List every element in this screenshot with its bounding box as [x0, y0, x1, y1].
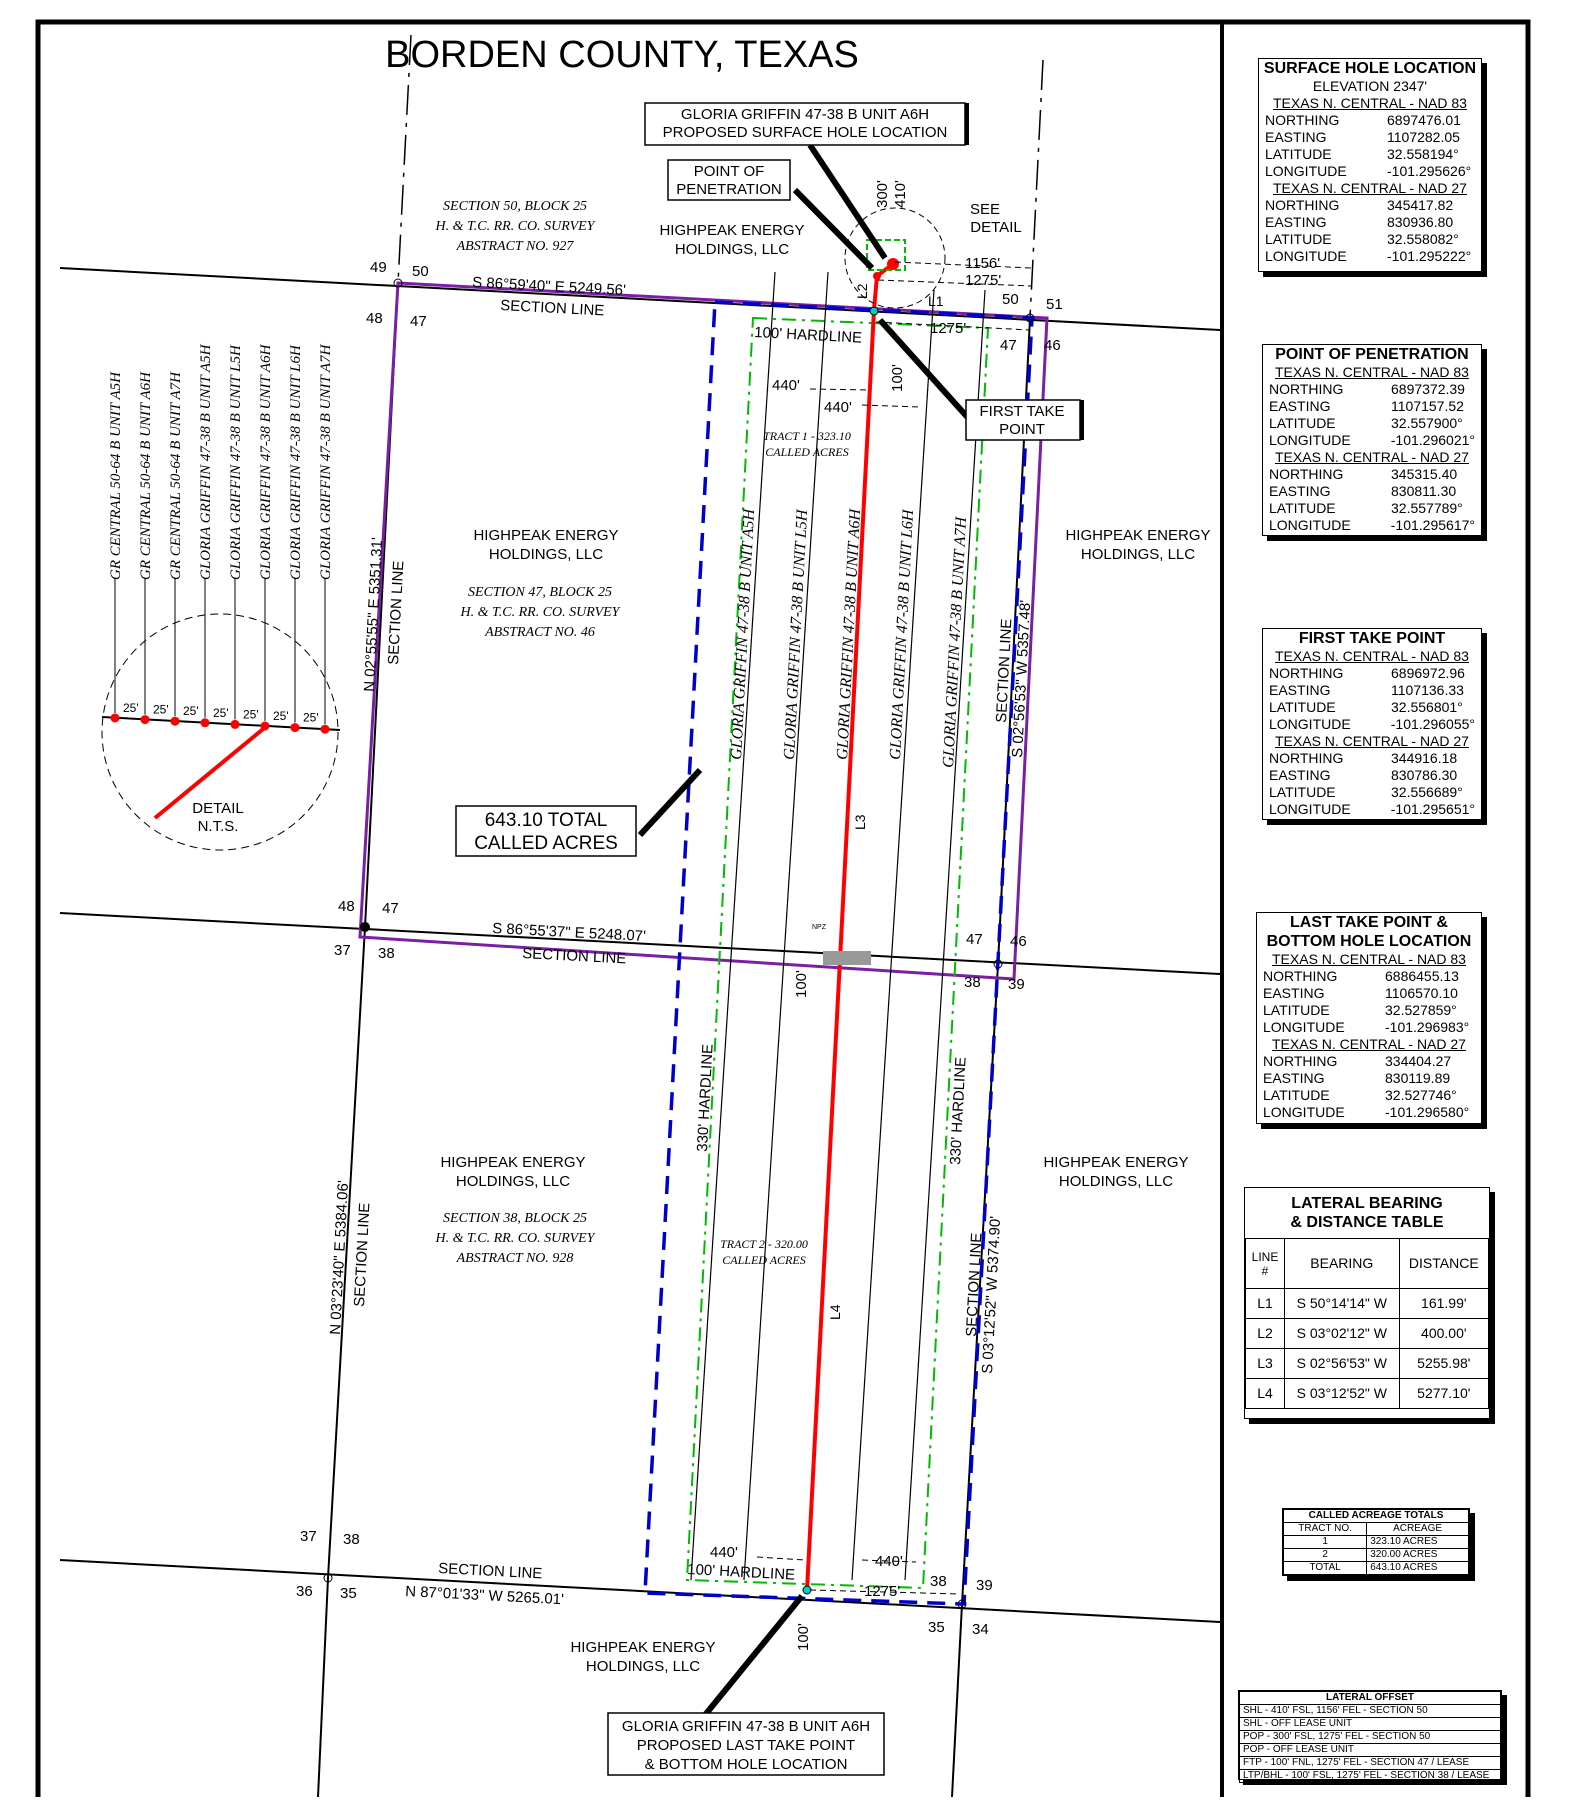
svg-text:GLORIA GRIFFIN 47-38 B UNIT A5: GLORIA GRIFFIN 47-38 B UNIT A5H — [728, 508, 759, 761]
coord-value: 6886455.13 — [1385, 968, 1459, 984]
coord-value: -101.295222° — [1387, 248, 1472, 264]
svg-text:SECTION 47, BLOCK 25: SECTION 47, BLOCK 25 — [468, 585, 612, 600]
coord-key: LATITUDE — [1265, 231, 1332, 247]
svg-text:300': 300' — [874, 180, 891, 208]
coord-value: 6897476.01 — [1387, 112, 1461, 128]
svg-text:ABSTRACT NO. 46: ABSTRACT NO. 46 — [485, 625, 595, 640]
svg-text:HIGHPEAK ENERGY: HIGHPEAK ENERGY — [473, 527, 619, 544]
svg-text:HOLDINGS, LLC: HOLDINGS, LLC — [455, 1173, 571, 1190]
coord-key: LATITUDE — [1269, 784, 1336, 800]
svg-text:L1: L1 — [928, 293, 944, 309]
see-detail-2: DETAIL — [970, 219, 1022, 236]
acres-callout — [456, 806, 636, 856]
table-row — [1284, 1549, 1469, 1562]
first-take-point-panel — [1262, 628, 1482, 820]
point-of-penetration-panel — [1262, 344, 1482, 536]
datum-nad83: TEXAS N. CENTRAL - NAD 83 — [1275, 364, 1469, 380]
svg-text:HIGHPEAK ENERGY: HIGHPEAK ENERGY — [1043, 1154, 1189, 1171]
cell-tract: TOTAL — [1284, 1562, 1367, 1575]
svg-text:HOLDINGS, LLC: HOLDINGS, LLC — [1058, 1173, 1174, 1190]
dimension-lines — [757, 262, 1035, 1594]
svg-text:1275': 1275' — [930, 320, 967, 337]
svg-text:HOLDINGS, LLC: HOLDINGS, LLC — [674, 241, 790, 258]
svg-text:POINT OF: POINT OF — [693, 163, 765, 180]
offset-wellbores — [691, 272, 985, 1580]
svg-text:1156': 1156' — [965, 255, 1001, 272]
detail-spacing-label: 25' — [303, 710, 319, 725]
svg-text:37: 37 — [300, 1528, 317, 1545]
svg-text:ABSTRACT NO. 927: ABSTRACT NO. 927 — [456, 239, 574, 254]
coord-key: NORTHING — [1269, 466, 1344, 482]
detail-well-label: GLORIA GRIFFIN 47-38 B UNIT A6H — [258, 344, 274, 580]
svg-text:HIGHPEAK ENERGY: HIGHPEAK ENERGY — [570, 1639, 716, 1656]
cell-distance: 5255.98' — [1399, 1349, 1488, 1379]
coord-key: EASTING — [1269, 483, 1331, 499]
svg-text:100' HARDLINE: 100' HARDLINE — [686, 1561, 796, 1584]
svg-text:440': 440' — [710, 1544, 738, 1561]
coord-value: 6897372.39 — [1391, 381, 1465, 397]
svg-text:35: 35 — [928, 1619, 945, 1636]
offset-title: LATERAL OFFSET — [1240, 1692, 1501, 1705]
detail-well-dot — [261, 722, 270, 731]
cell-tract: 2 — [1284, 1549, 1367, 1562]
svg-text:38: 38 — [378, 945, 395, 962]
cell-acreage: 323.10 ACRES — [1367, 1536, 1469, 1549]
svg-text:HIGHPEAK ENERGY: HIGHPEAK ENERGY — [440, 1154, 586, 1171]
svg-text:L2: L2 — [854, 283, 870, 299]
svg-text:1275': 1275' — [965, 272, 1002, 289]
datum-nad27: TEXAS N. CENTRAL - NAD 27 — [1272, 1036, 1466, 1052]
svg-text:TRACT 2 - 320.00: TRACT 2 - 320.00 — [720, 1237, 808, 1251]
svg-text:SECTION LINE: SECTION LINE — [385, 560, 408, 666]
svg-text:PROPOSED SURFACE HOLE LOCATION: PROPOSED SURFACE HOLE LOCATION — [662, 124, 948, 141]
datum-nad27: TEXAS N. CENTRAL - NAD 27 — [1275, 449, 1469, 465]
col-line-hash: # — [1261, 1263, 1269, 1278]
cell-bearing: S 50°14'14" W — [1285, 1289, 1400, 1319]
svg-text:47: 47 — [966, 931, 983, 948]
pop-marker — [873, 272, 881, 280]
svg-text:CALLED ACRES: CALLED ACRES — [765, 445, 849, 459]
svg-text:HOLDINGS, LLC: HOLDINGS, LLC — [1080, 546, 1196, 563]
npz-label: NPZ — [812, 924, 826, 931]
svg-text:SECTION LINE: SECTION LINE — [437, 1560, 543, 1583]
pop-callout — [668, 160, 790, 200]
table-title: LATERAL BEARING — [1291, 1195, 1443, 1212]
panel-title: LAST TAKE POINT & — [1290, 914, 1448, 931]
table-row — [1246, 1379, 1489, 1409]
coord-key: LONGITUDE — [1265, 163, 1347, 179]
svg-text:39: 39 — [1008, 976, 1025, 993]
svg-text:N 03°23'40" E 5384.06': N 03°23'40" E 5384.06' — [327, 1179, 353, 1336]
coord-key: LONGITUDE — [1263, 1019, 1345, 1035]
panel-title: POINT OF PENETRATION — [1275, 346, 1469, 363]
called-acreage-table — [1282, 1508, 1470, 1576]
coord-key: LONGITUDE — [1269, 432, 1351, 448]
coord-key: EASTING — [1269, 767, 1331, 783]
coord-key: LONGITUDE — [1269, 517, 1351, 533]
cell-line: L3 — [1246, 1349, 1285, 1379]
table-row — [1246, 1349, 1489, 1379]
svg-text:TRACT 1 - 323.10: TRACT 1 - 323.10 — [763, 429, 851, 443]
coord-value: 345417.82 — [1387, 197, 1454, 213]
callout-leaders — [640, 145, 970, 1715]
cell-distance: 161.99' — [1399, 1289, 1488, 1319]
svg-text:GLORIA GRIFFIN 47-38 B UNIT A6: GLORIA GRIFFIN 47-38 B UNIT A6H — [621, 1718, 871, 1735]
svg-text:S 86°59'40" E 5249.56': S 86°59'40" E 5249.56' — [471, 274, 627, 300]
detail-spacing-label: 25' — [123, 701, 139, 715]
detail-well-dot — [321, 725, 330, 734]
table-row — [1246, 1289, 1489, 1319]
svg-text:100': 100' — [889, 364, 906, 392]
coord-key: EASTING — [1263, 1070, 1325, 1086]
coord-value: -101.296055° — [1390, 716, 1475, 732]
table-row — [1240, 1718, 1501, 1731]
svg-text:ABSTRACT NO. 928: ABSTRACT NO. 928 — [456, 1251, 574, 1266]
svg-text:38: 38 — [343, 1531, 360, 1548]
coord-key: EASTING — [1265, 129, 1327, 145]
datum-nad83: TEXAS N. CENTRAL - NAD 83 — [1273, 95, 1467, 111]
table-row — [1284, 1536, 1469, 1549]
coord-key: NORTHING — [1263, 968, 1338, 984]
col-acreage: ACREAGE — [1367, 1523, 1469, 1536]
coord-key: EASTING — [1265, 214, 1327, 230]
coord-value: 830936.80 — [1387, 214, 1454, 230]
detail-well-dot — [141, 715, 150, 724]
section-labels — [435, 199, 622, 1266]
coord-key: NORTHING — [1265, 197, 1340, 213]
svg-text:GLORIA GRIFFIN 47-38 B UNIT L5: GLORIA GRIFFIN 47-38 B UNIT L5H — [781, 509, 812, 761]
svg-text:H. & T.C. RR. CO. SURVEY: H. & T.C. RR. CO. SURVEY — [435, 219, 595, 234]
detail-well-label: GLORIA GRIFFIN 47-38 B UNIT L6H — [288, 345, 304, 580]
npz-zone — [823, 951, 871, 965]
coord-value: 32.558194° — [1387, 146, 1459, 162]
table-row — [1240, 1705, 1501, 1718]
coord-value: 830786.30 — [1391, 767, 1458, 783]
coord-key: EASTING — [1263, 985, 1325, 1001]
coord-key: NORTHING — [1263, 1053, 1338, 1069]
svg-text:PENETRATION: PENETRATION — [676, 181, 782, 198]
svg-text:SECTION LINE: SECTION LINE — [993, 618, 1016, 724]
table-row — [1240, 1757, 1501, 1770]
svg-text:SECTION 38, BLOCK 25: SECTION 38, BLOCK 25 — [443, 1211, 587, 1226]
svg-text:PROPOSED LAST TAKE POINT: PROPOSED LAST TAKE POINT — [636, 1737, 856, 1754]
svg-text:POINT: POINT — [999, 421, 1045, 438]
cell-distance: 400.00' — [1399, 1319, 1488, 1349]
coord-value: 830119.89 — [1385, 1070, 1451, 1086]
cell-line: L1 — [1246, 1289, 1285, 1319]
coord-value: 6896972.96 — [1391, 665, 1465, 681]
svg-text:48: 48 — [366, 310, 383, 327]
svg-text:36: 36 — [296, 1583, 313, 1600]
detail-well-label: GLORIA GRIFFIN 47-38 B UNIT L5H — [228, 345, 244, 580]
svg-text:GLORIA GRIFFIN 47-38 B UNIT A6: GLORIA GRIFFIN 47-38 B UNIT A6H — [834, 508, 865, 761]
coord-value: 830811.30 — [1391, 483, 1457, 499]
table-row — [1240, 1770, 1501, 1783]
datum-nad27: TEXAS N. CENTRAL - NAD 27 — [1273, 180, 1467, 196]
coord-key: LATITUDE — [1269, 699, 1336, 715]
svg-text:GLORIA GRIFFIN 47-38 B UNIT A6: GLORIA GRIFFIN 47-38 B UNIT A6H — [680, 106, 930, 123]
coord-value: 1106570.10 — [1385, 985, 1458, 1001]
detail-spacing-label: 25' — [213, 705, 229, 720]
coord-value: 344916.18 — [1391, 750, 1458, 766]
svg-text:643.10 TOTAL: 643.10 TOTAL — [484, 810, 608, 831]
svg-text:46: 46 — [1044, 337, 1061, 354]
svg-text:GLORIA GRIFFIN 47-38 B UNIT A7: GLORIA GRIFFIN 47-38 B UNIT A7H — [940, 516, 971, 769]
cell-distance: 5277.10' — [1399, 1379, 1488, 1409]
svg-text:S 03°12'52" W 5374.90': S 03°12'52" W 5374.90' — [979, 1215, 1005, 1375]
table-row — [1284, 1562, 1469, 1575]
offset-row: POP - OFF LEASE UNIT — [1240, 1744, 1501, 1757]
svg-text:48: 48 — [338, 898, 355, 915]
coord-key: NORTHING — [1269, 750, 1344, 766]
corner-numbers — [296, 259, 1063, 1638]
acreage-title: CALLED ACREAGE TOTALS — [1284, 1510, 1469, 1523]
offset-row: SHL - OFF LEASE UNIT — [1240, 1718, 1501, 1731]
lateral-offset-table — [1238, 1690, 1502, 1780]
coord-value: 32.557900° — [1391, 415, 1463, 431]
svg-text:100': 100' — [795, 1623, 812, 1651]
cell-acreage: 320.00 ACRES — [1367, 1549, 1469, 1562]
coord-key: LATITUDE — [1269, 415, 1336, 431]
svg-text:49: 49 — [370, 259, 387, 276]
svg-text:GLORIA GRIFFIN 47-38 B UNIT L6: GLORIA GRIFFIN 47-38 B UNIT L6H — [887, 509, 918, 761]
cell-acreage: 643.10 ACRES — [1367, 1562, 1469, 1575]
detail-label: DETAIL — [192, 800, 244, 817]
panel-title: FIRST TAKE POINT — [1298, 630, 1446, 647]
svg-text:35: 35 — [340, 1585, 357, 1602]
panel-title-2: BOTTOM HOLE LOCATION — [1266, 933, 1472, 950]
detail-well-labels — [108, 343, 334, 724]
offset-row: LTP/BHL - 100' FSL, 1275' FEL - SECTION 38 / LEASE — [1240, 1770, 1501, 1783]
svg-text:100' HARDLINE: 100' HARDLINE — [753, 324, 863, 347]
detail-well-dot — [201, 718, 210, 727]
svg-text:47: 47 — [1000, 337, 1017, 354]
detail-well-label: GR CENTRAL 50-64 B UNIT A5H — [108, 372, 124, 580]
coord-value: 1107157.52 — [1391, 398, 1464, 414]
cell-bearing: S 02°56'53" W — [1285, 1349, 1400, 1379]
col-distance: DISTANCE — [1399, 1239, 1488, 1289]
svg-text:50: 50 — [1002, 291, 1019, 308]
detail-well-label: GLORIA GRIFFIN 47-38 B UNIT A5H — [198, 344, 214, 580]
ltp-marker — [803, 1586, 811, 1594]
svg-text:SECTION LINE: SECTION LINE — [499, 297, 605, 320]
coord-value: -101.296983° — [1385, 1019, 1470, 1035]
svg-text:SECTION 50, BLOCK 25: SECTION 50, BLOCK 25 — [443, 199, 587, 214]
detail-spacing-label: 25' — [243, 707, 259, 722]
svg-text:S 86°55'37" E 5248.07': S 86°55'37" E 5248.07' — [491, 920, 647, 946]
ftp-callout — [966, 400, 1084, 440]
detail-well-dot — [291, 723, 300, 732]
svg-text:S 02°56'53" W 5357.48': S 02°56'53" W 5357.48' — [1009, 599, 1035, 759]
coord-key: NORTHING — [1269, 665, 1344, 681]
svg-text:CALLED ACRES: CALLED ACRES — [474, 833, 618, 854]
col-bearing: BEARING — [1285, 1239, 1400, 1289]
svg-text:330' HARDLINE: 330' HARDLINE — [694, 1043, 717, 1153]
corner-markers — [324, 279, 1034, 1608]
coord-key: LONGITUDE — [1265, 248, 1347, 264]
offset-row: SHL - 410' FSL, 1156' FEL - SECTION 50 — [1240, 1705, 1501, 1718]
coord-value: 334404.27 — [1385, 1053, 1452, 1069]
coord-key: LATITUDE — [1269, 500, 1336, 516]
svg-text:47: 47 — [382, 900, 399, 917]
svg-text:51: 51 — [1046, 296, 1063, 313]
coord-value: 1107136.33 — [1391, 682, 1464, 698]
panel-title: SURFACE HOLE LOCATION — [1263, 60, 1477, 77]
datum-nad83: TEXAS N. CENTRAL - NAD 83 — [1272, 951, 1466, 967]
svg-text:SECTION LINE: SECTION LINE — [521, 945, 627, 968]
svg-text:50: 50 — [412, 263, 429, 280]
svg-text:CALLED ACRES: CALLED ACRES — [722, 1253, 806, 1267]
svg-text:L4: L4 — [827, 1304, 843, 1320]
cell-line: L2 — [1246, 1319, 1285, 1349]
svg-text:440': 440' — [824, 399, 852, 416]
svg-text:440': 440' — [875, 1553, 903, 1570]
plat-title: BORDEN COUNTY, TEXAS — [385, 34, 859, 76]
svg-text:HOLDINGS, LLC: HOLDINGS, LLC — [488, 546, 604, 563]
table-row — [1246, 1319, 1489, 1349]
svg-text:39: 39 — [976, 1577, 993, 1594]
datum-nad83: TEXAS N. CENTRAL - NAD 83 — [1275, 648, 1469, 664]
coord-key: EASTING — [1269, 682, 1331, 698]
svg-text:440': 440' — [772, 377, 800, 394]
svg-text:46: 46 — [1010, 933, 1027, 950]
cell-bearing: S 03°12'52" W — [1285, 1379, 1400, 1409]
detail-well-dot — [111, 714, 120, 723]
coord-value: 32.556801° — [1391, 699, 1463, 715]
see-detail-1: SEE — [969, 201, 1001, 218]
cell-bearing: S 03°02'12" W — [1285, 1319, 1400, 1349]
panel-elevation: ELEVATION 2347' — [1312, 78, 1428, 94]
table-row — [1240, 1731, 1501, 1744]
coord-key: NORTHING — [1265, 112, 1340, 128]
svg-text:FIRST TAKE: FIRST TAKE — [979, 403, 1065, 420]
coord-value: 32.558082° — [1387, 231, 1459, 247]
offset-row: POP - 300' FSL, 1275' FEL - SECTION 50 — [1240, 1731, 1501, 1744]
coord-key: LATITUDE — [1263, 1087, 1330, 1103]
ltp-callout — [608, 1713, 884, 1775]
coord-value: 32.557789° — [1391, 500, 1463, 516]
coord-value: 32.527746° — [1385, 1087, 1457, 1103]
coord-key: LONGITUDE — [1263, 1104, 1345, 1120]
coord-key: NORTHING — [1269, 381, 1344, 397]
svg-text:37: 37 — [334, 942, 351, 959]
col-line: LINE — [1251, 1249, 1279, 1264]
detail-well-dot — [171, 717, 180, 726]
svg-text:100': 100' — [793, 970, 810, 998]
svg-text:47: 47 — [410, 313, 427, 330]
coord-key: LATITUDE — [1263, 1002, 1330, 1018]
col-tract: TRACT NO. — [1284, 1523, 1367, 1536]
detail-well-label: GR CENTRAL 50-64 B UNIT A6H — [138, 372, 154, 580]
svg-text:410': 410' — [892, 180, 909, 208]
cell-tract: 1 — [1284, 1536, 1367, 1549]
coord-value: 32.556689° — [1391, 784, 1463, 800]
svg-text:HOLDINGS, LLC: HOLDINGS, LLC — [585, 1658, 701, 1675]
shl-marker — [887, 258, 899, 270]
cell-line: L4 — [1246, 1379, 1285, 1409]
detail-well-label: GLORIA GRIFFIN 47-38 B UNIT A7H — [318, 344, 334, 580]
svg-text:1275': 1275' — [864, 1583, 901, 1600]
shl-callout — [645, 103, 969, 145]
detail-spacing-label: 25' — [273, 709, 289, 723]
svg-text:38: 38 — [964, 974, 981, 991]
svg-text:H. & T.C. RR. CO. SURVEY: H. & T.C. RR. CO. SURVEY — [460, 605, 620, 620]
offset-row: FTP - 100' FNL, 1275' FEL - SECTION 47 / LEASE — [1240, 1757, 1501, 1770]
detail-scale: N.T.S. — [197, 818, 239, 835]
coord-value: 345315.40 — [1391, 466, 1458, 482]
coord-value: -101.296580° — [1385, 1104, 1470, 1120]
detail-well-label: GR CENTRAL 50-64 B UNIT A7H — [168, 372, 184, 580]
table-row — [1240, 1744, 1501, 1757]
coord-key: LONGITUDE — [1269, 801, 1351, 817]
detail-well-dot — [231, 720, 240, 729]
svg-text:HIGHPEAK ENERGY: HIGHPEAK ENERGY — [1065, 527, 1211, 544]
coord-value: -101.295626° — [1387, 163, 1472, 179]
svg-text:H. & T.C. RR. CO. SURVEY: H. & T.C. RR. CO. SURVEY — [435, 1231, 595, 1246]
detail-spacing-label: 25' — [153, 702, 169, 717]
last-take-point-panel — [1256, 912, 1482, 1124]
coord-key: LATITUDE — [1265, 146, 1332, 162]
plat-well-labels — [728, 507, 970, 768]
svg-text:38: 38 — [930, 1573, 947, 1590]
svg-text:SECTION LINE: SECTION LINE — [963, 1232, 986, 1338]
svg-text:N 02°55'55" E 5351.31': N 02°55'55" E 5351.31' — [361, 536, 387, 693]
svg-text:330' HARDLINE: 330' HARDLINE — [947, 1056, 970, 1166]
svg-text:SECTION LINE: SECTION LINE — [351, 1202, 374, 1308]
svg-text:N 87°01'33" W 5265.01': N 87°01'33" W 5265.01' — [404, 1583, 565, 1609]
coord-value: 32.527859° — [1385, 1002, 1457, 1018]
svg-text:34: 34 — [972, 1621, 989, 1638]
coord-key: LONGITUDE — [1269, 716, 1351, 732]
table-title-2: & DISTANCE TABLE — [1290, 1214, 1444, 1231]
surface-hole-location-panel — [1258, 58, 1482, 272]
svg-text:HIGHPEAK ENERGY: HIGHPEAK ENERGY — [659, 222, 805, 239]
coord-key: EASTING — [1269, 398, 1331, 414]
detail-spacing-label: 25' — [183, 704, 199, 719]
datum-nad27: TEXAS N. CENTRAL - NAD 27 — [1275, 733, 1469, 749]
lateral-bearing-table — [1244, 1187, 1490, 1419]
coord-value: -101.295651° — [1390, 801, 1475, 817]
svg-text:L3: L3 — [852, 814, 868, 830]
coord-value: 1107282.05 — [1387, 129, 1460, 145]
svg-text:& BOTTOM HOLE LOCATION: & BOTTOM HOLE LOCATION — [644, 1756, 848, 1773]
coord-value: -101.296021° — [1390, 432, 1475, 448]
coord-value: -101.295617° — [1390, 517, 1475, 533]
ftp-marker — [870, 307, 878, 315]
